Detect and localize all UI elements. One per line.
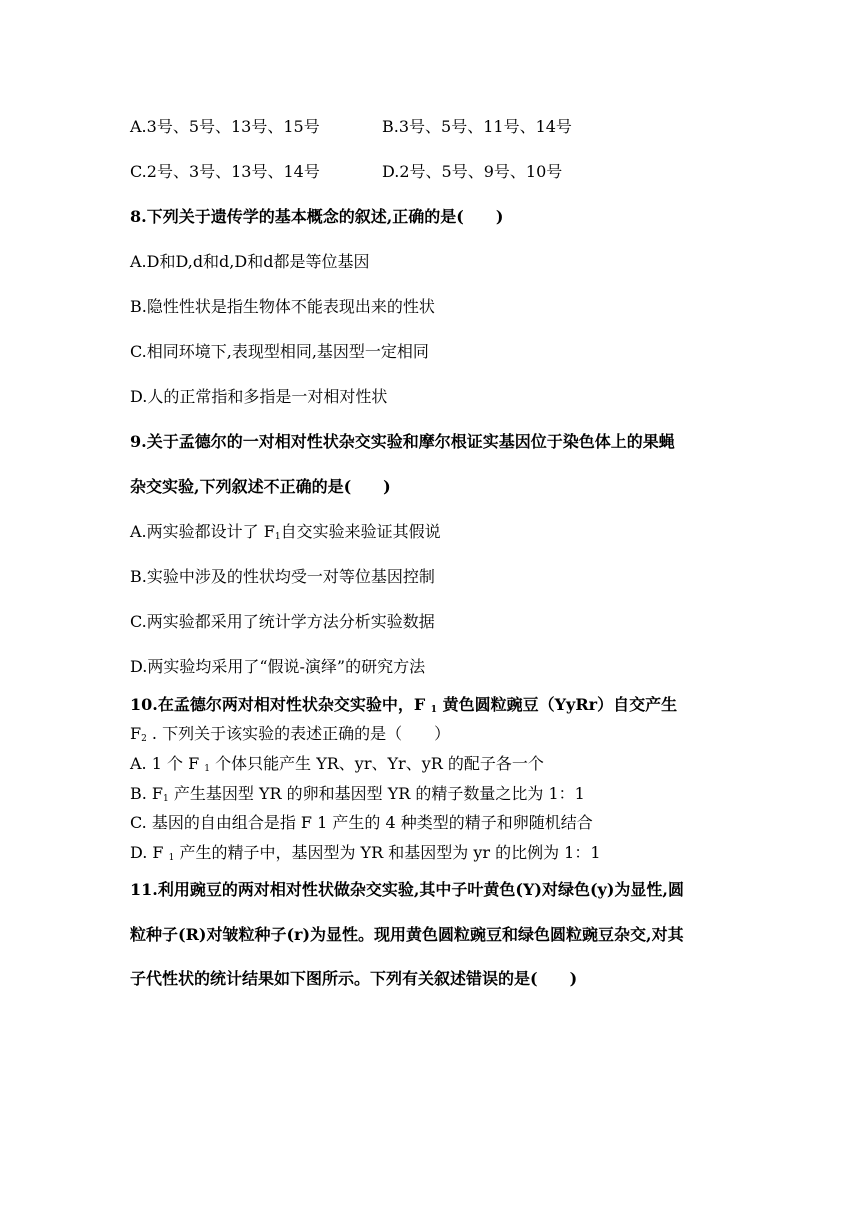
q9-stem-line1: 9.关于孟德尔的一对相对性状杂交实验和摩尔根证实基因位于染色体上的果蝇 (130, 432, 675, 451)
q8-option-b: B.隐性性状是指生物体不能表现出来的性状 (130, 297, 435, 316)
q9-stem-line2: 杂交实验,下列叙述不正确的是( ) (130, 477, 391, 496)
q10-stem-line2 (130, 724, 450, 749)
q10-stem-line1-post: 黄色圆粒豌豆（YyRr）自交产生 (437, 695, 678, 714)
q9-option-b: B.实验中涉及的性状均受一对等位基因控制 (130, 567, 435, 586)
q10-option-b-post: 产生基因型 YR 的卵和基因型 YR 的精子数量之比为 1：1 (168, 784, 585, 803)
q10-stem-line2-subscript: 2 (141, 734, 147, 744)
q10-option-b (130, 784, 585, 809)
q9-option-a (130, 522, 441, 547)
q7-option-c: C.2号、3号、13号、14号 (130, 162, 320, 181)
q10-option-a-pre: A. 1 个 F (130, 754, 205, 773)
q10-stem-line1-subscript: 1 (430, 705, 438, 715)
q9-option-c: C.两实验都采用了统计学方法分析实验数据 (130, 612, 435, 631)
q8-option-a: A.D和D,d和d,D和d都是等位基因 (130, 252, 370, 271)
q10-option-c: C. 基因的自由组合是指 F 1 产生的 4 种类型的精子和卵随机结合 (130, 813, 593, 832)
q9-option-a-text-pre: A.两实验都设计了 F (130, 522, 275, 541)
q10-option-b-pre: B. F (130, 784, 164, 803)
q9-option-d: D.两实验均采用了“假说-演绎”的研究方法 (130, 657, 426, 676)
q7-option-a: A.3号、5号、13号、15号 (130, 117, 320, 136)
q11-stem-line2: 粒种子(R)对皱粒种子(r)为显性。现用黄色圆粒豌豆和绿色圆粒豌豆杂交,对其 (130, 925, 684, 944)
q7-option-b: B.3号、5号、11号、14号 (382, 117, 572, 136)
q8-option-d: D.人的正常指和多指是一对相对性状 (130, 387, 388, 406)
q11-stem-line3: 子代性状的统计结果如下图所示。下列有关叙述错误的是( ) (130, 969, 578, 988)
q10-option-a-post: 个体只能产生 YR、yr、Yr、yR 的配子各一个 (210, 754, 544, 773)
q10-option-a-subscript: 1 (204, 764, 211, 774)
q10-stem-line1-pre: 10.在孟德尔两对相对性状杂交实验中，F (130, 695, 431, 714)
q10-option-b-subscript: 1 (163, 794, 169, 804)
q10-stem-line2-post: . 下列关于该实验的表述正确的是（ ） (146, 724, 451, 743)
q9-option-a-subscript: 1 (274, 532, 281, 542)
q10-option-d-subscript: 1 (168, 853, 175, 863)
q11-stem-line1: 11.利用豌豆的两对相对性状做杂交实验,其中子叶黄色(Y)对绿色(y)为显性,圆 (130, 880, 684, 899)
q10-option-d-pre: D. F (130, 843, 169, 862)
q8-option-c: C.相同环境下,表现型相同,基因型一定相同 (130, 342, 429, 361)
q10-option-a (130, 754, 544, 779)
q8-stem: 8.下列关于遗传学的基本概念的叙述,正确的是( ) (130, 207, 504, 226)
q10-stem-line2-pre: F (130, 724, 142, 743)
q9-option-a-text-post: 自交实验来验证其假说 (280, 522, 441, 541)
q7-option-d: D.2号、5号、9号、10号 (382, 162, 563, 181)
q10-option-d-post: 产生的精子中，基因型为 YR 和基因型为 yr 的比例为 1：1 (174, 843, 601, 862)
q10-option-d (130, 843, 601, 868)
q10-stem-line1 (130, 695, 677, 720)
